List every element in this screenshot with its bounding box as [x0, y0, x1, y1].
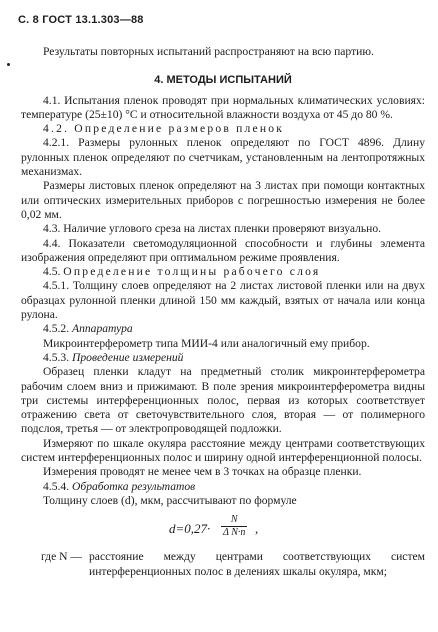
- document-body: [21, 45, 425, 579]
- paragraph-4-5-2-text: Микроинтерферометр типа МИИ-4 или аналогичный ему прибор.: [43, 336, 370, 350]
- formula-fraction: [221, 514, 247, 539]
- paragraph-4-2: [21, 122, 425, 136]
- paragraph-4-5-3-title: Проведение измерений: [71, 350, 184, 364]
- section-title: 4. МЕТОДЫ ИСПЫТАНИЙ: [154, 74, 292, 87]
- paragraph-4-5-number: 4.5.: [43, 265, 64, 279]
- paragraph-4-5-4: [21, 480, 425, 494]
- paragraph-4-5: [21, 265, 425, 279]
- margin-dot: [7, 63, 10, 66]
- paragraph-4-2-text: 4.2. Определение размеров пленок: [43, 122, 285, 136]
- variable-definition: [21, 550, 425, 579]
- paragraph-4-5-1: 4.5.1. Толщину слоев определяют на 2 листах листовой пленки или на двух образцах рулонной пленки длиной 150 мм каждый, взятых от начала или конца рулона.: [21, 279, 425, 322]
- paragraph-4-5-title: Определение толщины рабочего слоя: [63, 265, 321, 279]
- page-header: С. 8 ГОСТ 13.1.303—88: [18, 14, 144, 26]
- formula-denominator: Δ N·n: [223, 527, 246, 539]
- formula-numerator: N: [221, 514, 247, 527]
- paragraph-4-2-1-b: Размеры листовых пленок определяют на 3 листах при помощи контактных или оптических измерительных приборов с погрешностью измерения не более 0,02 мм.: [21, 179, 425, 221]
- paragraph-4-2-1: 4.2.1. Размеры рулонных пленок определяют по ГОСТ 4896. Длину рулонных пленок определяют по счетчикам, установленным на лентопротяжных механизмах.: [21, 136, 425, 179]
- paragraph-4-5-3-number: 4.5.3.: [43, 350, 72, 364]
- paragraph-4-5-3-text: Образец пленки кладут на предметный столик микроинтерферометра рабочим слоем вниз и прижимают. В поле зрения микроинтерферометра видны три системы интерференционных полос, первая из которых соответствует отражению света от светочувствительного слоя, вторая — от полимерного подслоя, третья — от электропроводящей подложки.: [21, 365, 425, 436]
- paragraph-4-5-3-b: Измеряют по шкале окуляра расстояние между центрами соответствующих систем интерференционных полос и ширину одной интерференционной полосы.: [21, 436, 425, 465]
- paragraph-4-5-2: [21, 322, 425, 336]
- paragraph-4-5-3: [21, 351, 425, 365]
- paragraph-4-5-4-number: 4.5.4.: [43, 479, 72, 493]
- paragraph-4-5-2-number: 4.5.2.: [43, 322, 72, 336]
- paragraph-4-3: 4.3. Наличие углового среза на листах пленки проверяют визуально.: [43, 222, 382, 236]
- thickness-formula: [21, 514, 425, 544]
- paragraph-4-1: 4.1. Испытания пленок проводят при нормальных климатических условиях: температуре (25±10) °С и относительной влажности воздуха от 45 до 80 %.: [21, 93, 425, 121]
- intro-paragraph: Результаты повторных испытаний распространяют на всю партию.: [43, 45, 374, 58]
- paragraph-4-5-4-text: Толщину слоев (d), мкм, рассчитывают по формуле: [43, 493, 297, 507]
- formula-tail: ,: [255, 521, 259, 537]
- definition-text: расстояние между центрами соответствующих систем интерференционных полос в делениях шкалы окуляра, мкм;: [89, 550, 425, 578]
- definition-term: где N —: [41, 550, 82, 564]
- paragraph-4-5-3-c: Измерения проводят не менее чем в 3 точках на образце пленки.: [43, 465, 362, 479]
- paragraph-4-5-4-title: Обработка результатов: [71, 479, 196, 493]
- formula-lhs: d=0,27·: [169, 521, 211, 537]
- paragraph-4-5-2-title: Аппаратура: [71, 322, 133, 336]
- paragraph-4-4: 4.4. Показатели светомодуляционной способности и глубины элемента изображения определяют при оптимальном режиме проявления.: [21, 236, 425, 264]
